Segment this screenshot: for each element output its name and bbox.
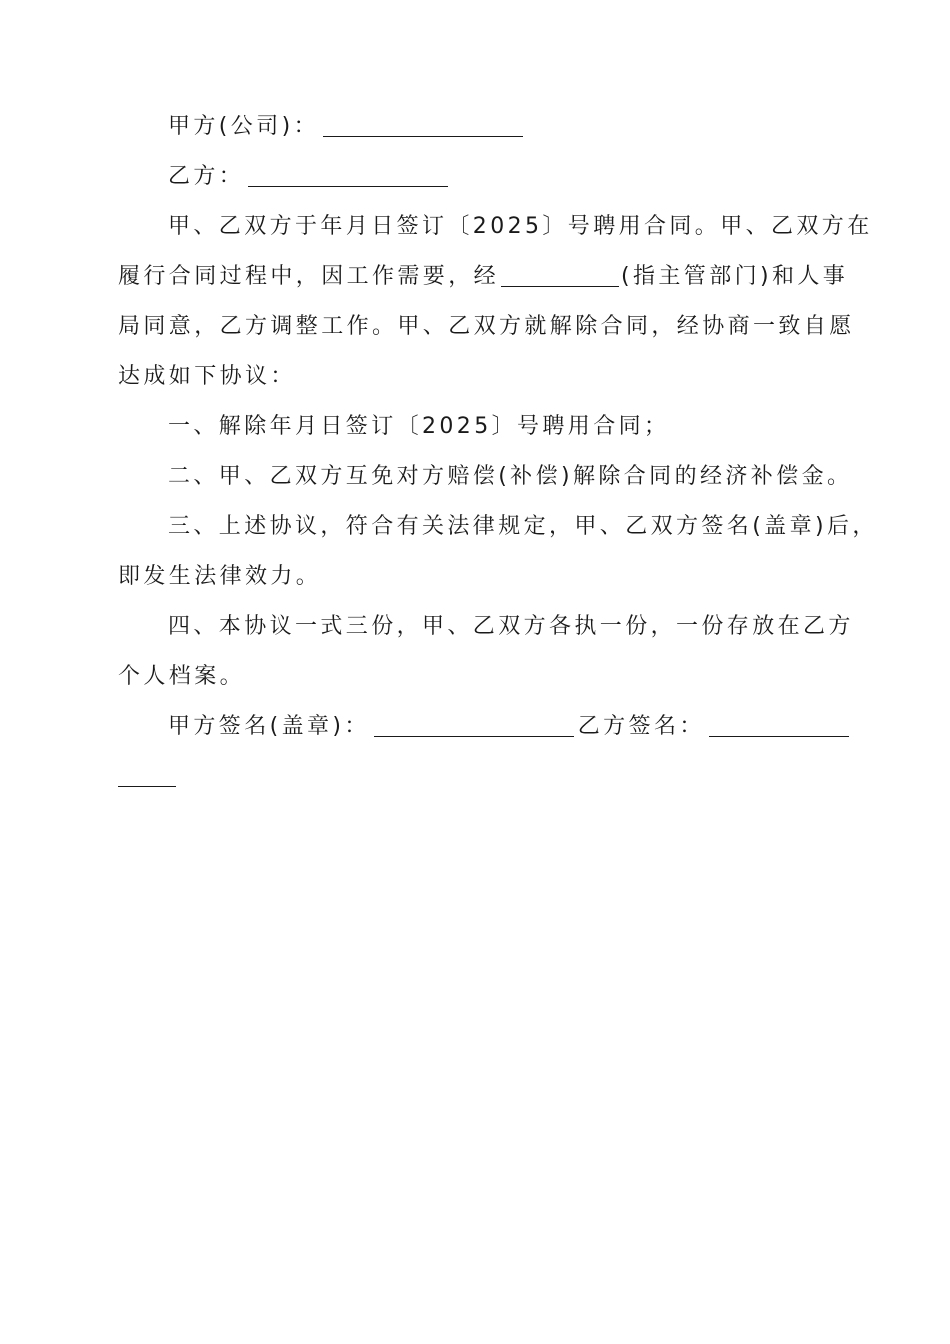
preamble-line-3: 局同意，乙方调整工作。甲、乙双方就解除合同，经协商一致自愿: [118, 314, 855, 339]
signature-continuation-row: [118, 752, 838, 802]
clause-2: 二、甲、乙双方互免对方赔偿(补偿)解除合同的经济补偿金。: [168, 464, 853, 489]
party-b-label: 乙方：: [168, 164, 245, 189]
party-b-signature-blank: [709, 712, 849, 737]
preamble-line-1: 甲、乙双方于年月日签订〔2025〕号聘用合同。甲、乙双方在: [168, 214, 873, 239]
clause-1: 一、解除年月日签订〔2025〕号聘用合同；: [168, 414, 670, 439]
department-blank: [501, 262, 619, 287]
party-a-row: [118, 102, 838, 152]
party-b-signature-label: 乙方签名：: [577, 714, 705, 739]
party-a-label: 甲方(公司)：: [168, 114, 319, 139]
preamble-line-2: [118, 252, 849, 302]
party-b-blank: [248, 162, 448, 187]
clause-3-line-1: 三、上述协议，符合有关法律规定，甲、乙双方签名(盖章)后，: [168, 514, 878, 539]
preamble-line-2-after: (指主管部门)和人事: [621, 264, 849, 289]
party-a-signature-blank: [374, 712, 574, 737]
party-b-signature-blank-continued: [118, 762, 176, 787]
party-b-row: [118, 152, 838, 202]
signature-row: [118, 702, 838, 752]
party-a-signature-label: 甲方签名(盖章)：: [168, 714, 370, 739]
clause-4-line-1: 四、本协议一式三份，甲、乙双方各执一份，一份存放在乙方: [168, 614, 854, 639]
preamble-line-2-before: 履行合同过程中，因工作需要，经: [118, 264, 500, 289]
contract-document: [118, 102, 878, 802]
preamble-line-4: 达成如下协议：: [118, 364, 296, 389]
clause-4-line-2: 个人档案。: [118, 664, 246, 689]
party-a-blank: [323, 112, 523, 137]
clause-3-line-2: 即发生法律效力。: [118, 564, 322, 589]
